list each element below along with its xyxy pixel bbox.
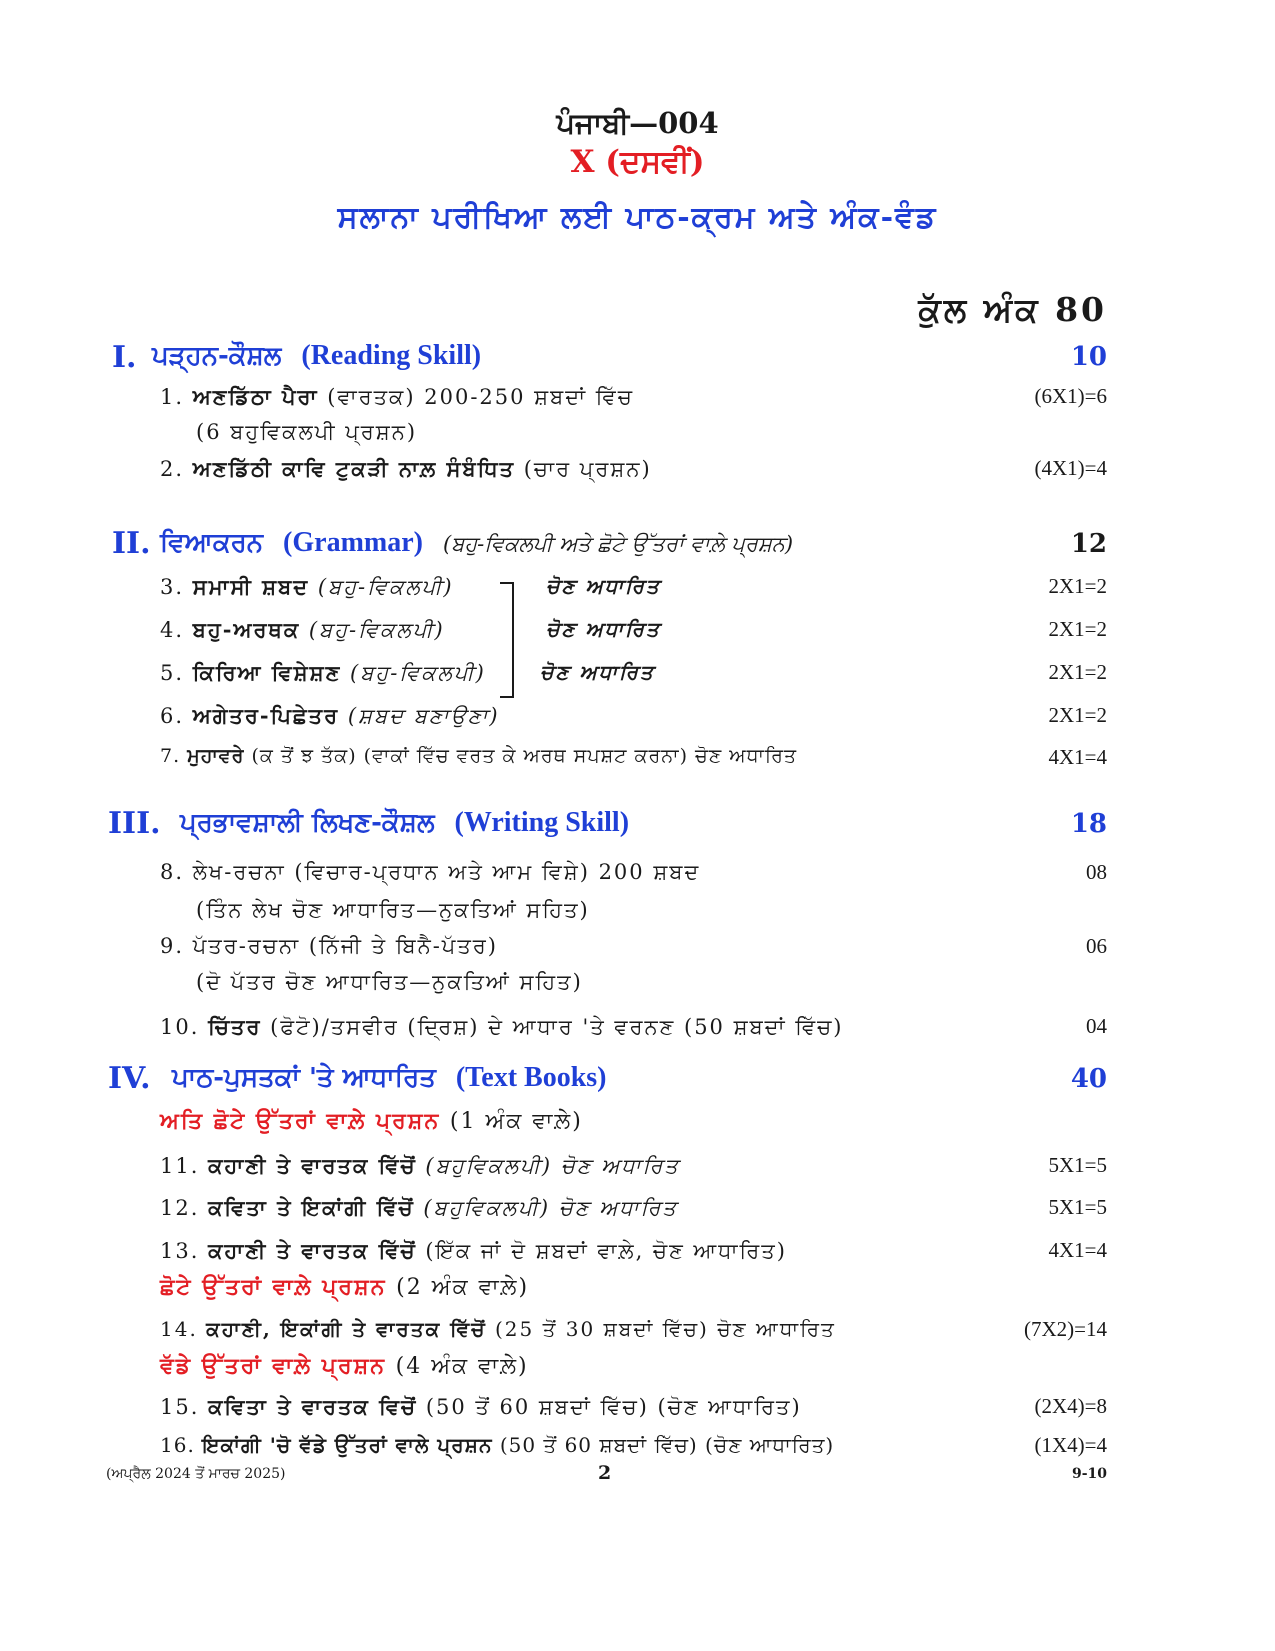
item-number: 6. [160, 704, 185, 728]
item-marks: (4X1)=4 [1034, 456, 1107, 480]
section-marks: 12 [1070, 529, 1107, 559]
item-marks: 08 [1086, 860, 1107, 884]
section-heading [180, 807, 629, 839]
item-number: 14. [160, 1317, 198, 1341]
list-item [160, 934, 498, 959]
item-text: ਲੇਖ-ਰਚਨਾ (ਵਿਚਾਰ-ਪ੍ਰਧਾਨ ਅਤੇ ਆਮ ਵਿਸ਼ੇ) 200 ਸ਼ਬਦ [192, 860, 701, 884]
section-title: ਪੜ੍ਹਨ-ਕੌਸ਼ਲ [152, 341, 282, 371]
list-item [160, 703, 500, 729]
subheading [160, 1353, 529, 1379]
item-bold: ਕਵਿਤਾ ਤੇ ਇਕਾਂਗੀ ਵਿੱਚੋਂ [208, 1195, 415, 1220]
item-text: (ਬਹੁ-ਵਿਕਲਪੀ) [317, 575, 454, 599]
list-item [160, 1153, 680, 1179]
choice-label: ਚੋਣ ਅਧਾਰਿਤ [546, 574, 661, 598]
subheading-title: ਛੋਟੇ ਉੱਤਰਾਂ ਵਾਲ਼ੇ ਪ੍ਰਸ਼ਨ [160, 1274, 387, 1300]
item-text: (25 ਤੋਂ 30 ਸ਼ਬਦਾਂ ਵਿੱਚ) ਚੋਣ ਆਧਾਰਿਤ [494, 1317, 836, 1341]
section-note: (ਬਹੁ-ਵਿਕਲਪੀ ਅਤੇ ਛੋਟੇ ਉੱਤਰਾਂ ਵਾਲ਼ੇ ਪ੍ਰਸ਼ਨ) [442, 532, 794, 556]
class-label: X (ਦਸਵੀਂ) [570, 144, 705, 180]
item-bold: ਅਣਡਿੱਠਾ ਪੈਰਾ [192, 384, 319, 409]
subheading-title: ਵੱਡੇ ਉੱਤਰਾਂ ਵਾਲ਼ੇ ਪ੍ਰਸ਼ਨ [160, 1353, 386, 1379]
item-marks: 5X1=5 [1048, 1153, 1107, 1177]
item-text: (ਬਹੁਵਿਕਲਪੀ) ਚੋਣ ਅਧਾਰਿਤ [423, 1196, 678, 1220]
item-bold: ਕਹਾਣੀ ਤੇ ਵਾਰਤਕ ਵਿੱਚੋਂ [208, 1153, 417, 1178]
subheading [160, 1274, 529, 1300]
item-bold: ਕਹਾਣੀ, ਇਕਾਂਗੀ ਤੇ ਵਾਰਤਕ ਵਿੱਚੋਂ [206, 1317, 487, 1341]
list-item [160, 574, 454, 600]
list-item [160, 1394, 802, 1420]
list-item [160, 745, 797, 767]
item-marks: (6X1)=6 [1034, 384, 1107, 408]
item-bold: ਚਿੱਤਰ [208, 1014, 262, 1039]
list-item [160, 860, 700, 885]
item-number: 13. [160, 1239, 200, 1263]
item-marks: 4X1=4 [1048, 745, 1107, 769]
item-number: 2. [160, 457, 185, 481]
item-marks: 5X1=5 [1048, 1195, 1107, 1219]
item-bold: ਇਕਾਂਗੀ 'ਚੋ ਵੱਡੇ ਉੱਤਰਾਂ ਵਾਲੇ ਪ੍ਰਸ਼ਨ [202, 1433, 493, 1457]
section-english: (Writing Skill) [454, 807, 630, 838]
section-title: ਪਾਠ-ਪੁਸਤਕਾਂ 'ਤੇ ਆਧਾਰਿਤ [172, 1063, 436, 1093]
item-number: 4. [160, 618, 185, 642]
section-number: II. [112, 526, 151, 561]
item-text: (ਇੱਕ ਜਾਂ ਦੋ ਸ਼ਬਦਾਂ ਵਾਲ਼ੇ, ਚੋਣ ਆਧਾਰਿਤ) [425, 1239, 787, 1263]
item-text: (ਵਾਰਤਕ) 200-250 ਸ਼ਬਦਾਂ ਵਿੱਚ [327, 385, 634, 409]
section-heading [172, 1062, 607, 1094]
item-text: (6 ਬਹੁਵਿਕਲਪੀ ਪ੍ਰਸ਼ਨ) [196, 420, 418, 444]
item-marks: 04 [1086, 1014, 1107, 1038]
list-item [160, 1195, 678, 1221]
choice-label: ਚੋਣ ਅਧਾਰਿਤ [546, 617, 661, 641]
item-number: 10. [160, 1015, 200, 1039]
item-text: (ਦੋ ਪੱਤਰ ਚੋਣ ਆਧਾਰਿਤ—ਨੁਕਤਿਆਂ ਸਹਿਤ) [196, 970, 583, 994]
section-marks: 18 [1070, 809, 1107, 839]
item-text: ਪੱਤਰ-ਰਚਨਾ (ਨਿੱਜੀ ਤੇ ਬਿਨੈ-ਪੱਤਰ) [192, 934, 499, 958]
list-item [196, 898, 590, 923]
item-number: 8. [160, 860, 185, 884]
item-bold: ਕਿਰਿਆ ਵਿਸ਼ੇਸ਼ਣ [192, 660, 342, 685]
section-number: IV. [108, 1061, 151, 1096]
list-item [196, 970, 583, 995]
item-marks: (2X4)=8 [1034, 1394, 1107, 1418]
item-number: 12. [160, 1196, 200, 1220]
item-bold: ਕਵਿਤਾ ਤੇ ਵਾਰਤਕ ਵਿਚੋਂ [208, 1394, 418, 1419]
section-heading [160, 527, 793, 559]
list-item [160, 1433, 834, 1457]
item-number: 9. [160, 934, 185, 958]
page-number: 2 [598, 1462, 612, 1484]
item-number: 5. [160, 661, 185, 685]
subheading-note: (1 ਅੰਕ ਵਾਲ਼ੇ) [449, 1109, 583, 1134]
item-bold: ਸਮਾਸੀ ਸ਼ਬਦ [192, 574, 310, 599]
item-text: (50 ਤੋਂ 60 ਸ਼ਬਦਾਂ ਵਿੱਚ) (ਚੋਣ ਆਧਾਰਿਤ) [425, 1395, 802, 1419]
item-number: 15. [160, 1395, 200, 1419]
section-english: (Text Books) [455, 1062, 607, 1093]
item-bold: ਕਹਾਣੀ ਤੇ ਵਾਰਤਕ ਵਿੱਚੋਂ [208, 1238, 417, 1263]
section-number: III. [108, 806, 161, 841]
item-number: 3. [160, 575, 185, 599]
item-text: (50 ਤੋਂ 60 ਸ਼ਬਦਾਂ ਵਿੱਚ) (ਚੋਣ ਆਧਾਰਿਤ) [499, 1433, 835, 1457]
choice-bracket [500, 582, 514, 698]
subheading-note: (4 ਅੰਕ ਵਾਲ਼ੇ) [395, 1354, 529, 1379]
item-text: (ਬਹੁਵਿਕਲਪੀ) ਚੋਣ ਅਧਾਰਿਤ [425, 1154, 680, 1178]
list-item [160, 384, 634, 410]
item-bold: ਮੁਹਾਵਰੇ [187, 745, 245, 767]
item-marks: (1X4)=4 [1034, 1433, 1107, 1457]
section-title: ਵਿਆਕਰਨ [160, 528, 264, 558]
item-text: (ਤਿੰਨ ਲੇਖ ਚੋਣ ਆਧਾਰਿਤ—ਨੁਕਤਿਆਂ ਸਹਿਤ) [196, 898, 590, 922]
item-bold: ਬਹੁ-ਅਰਥਕ [192, 617, 301, 642]
subheading [160, 1108, 583, 1134]
section-english: (Grammar) [283, 527, 423, 558]
section-english: (Reading Skill) [301, 340, 482, 371]
page-heading: ਸਲਾਨਾ ਪਰੀਖਿਆ ਲਈ ਪਾਠ-ਕ੍ਰਮ ਅਤੇ ਅੰਕ-ਵੰਡ [337, 200, 938, 235]
item-marks: 4X1=4 [1048, 1238, 1107, 1262]
item-marks: 2X1=2 [1048, 660, 1107, 684]
list-item [160, 660, 486, 686]
item-text: (ਕ ਤੋਂ ਝ ਤੱਕ) (ਵਾਕਾਂ ਵਿੱਚ ਵਰਤ ਕੇ ਅਰਥ ਸਪਸ਼ਟ ਕਰਨਾ) ਚੋਣ ਅਧਾਰਿਤ [251, 745, 798, 767]
list-item [160, 1014, 843, 1040]
item-text: (ਫੋਟੋ)/ਤਸਵੀਰ (ਦ੍ਰਿਸ਼) ਦੇ ਆਧਾਰ 'ਤੇ ਵਰਨਣ (50 ਸ਼ਬਦਾਂ ਵਿੱਚ) [270, 1015, 844, 1039]
subheading-title: ਅਤਿ ਛੋਟੇ ਉੱਤਰਾਂ ਵਾਲ਼ੇ ਪ੍ਰਸ਼ਨ [160, 1108, 441, 1134]
item-number: 7. [160, 745, 181, 767]
item-number: 1. [160, 385, 185, 409]
item-bold: ਅਣਡਿੱਠੀ ਕਾਵਿ ਟੁਕੜੀ ਨਾਲ਼ ਸੰਬੰਧਿਤ [192, 456, 516, 481]
item-marks: 2X1=2 [1048, 703, 1107, 727]
total-marks: ਕੁੱਲ ਅੰਕ 80 [918, 290, 1107, 329]
section-number: I. [112, 340, 137, 375]
list-item [160, 1238, 787, 1264]
item-marks: 06 [1086, 934, 1107, 958]
section-heading [152, 340, 481, 372]
list-item [160, 1317, 836, 1341]
list-item [196, 420, 417, 445]
item-marks: 2X1=2 [1048, 617, 1107, 641]
list-item [160, 617, 445, 643]
list-item [160, 456, 652, 482]
section-marks: 40 [1070, 1064, 1107, 1094]
item-marks: 2X1=2 [1048, 574, 1107, 598]
item-text: (ਬਹੁ-ਵਿਕਲਪੀ) [350, 661, 486, 685]
item-number: 16. [160, 1433, 195, 1457]
item-text: (ਚਾਰ ਪ੍ਰਸ਼ਨ) [523, 457, 652, 481]
section-title: ਪ੍ਰਭਾਵਸ਼ਾਲੀ ਲਿਖਣ-ਕੌਸ਼ਲ [180, 808, 435, 838]
section-marks: 10 [1070, 342, 1107, 372]
footer-code: 9-10 [1071, 1466, 1107, 1482]
item-number: 11. [160, 1154, 200, 1178]
footer-session: (ਅਪ੍ਰੈਲ 2024 ਤੋਂ ਮਾਰਚ 2025) [106, 1466, 286, 1482]
item-text: (ਸ਼ਬਦ ਬਣਾਉਣਾ) [347, 704, 500, 728]
item-bold: ਅਗੇਤਰ-ਪਿਛੇਤਰ [192, 703, 340, 728]
subject-title: ਪੰਜਾਬੀ—004 [556, 106, 719, 140]
subheading-note: (2 ਅੰਕ ਵਾਲ਼ੇ) [396, 1275, 530, 1300]
item-marks: (7X2)=14 [1024, 1317, 1107, 1341]
item-text: (ਬਹੁ-ਵਿਕਲਪੀ) [308, 618, 445, 642]
choice-label: ਚੋਣ ਅਧਾਰਿਤ [540, 660, 655, 684]
